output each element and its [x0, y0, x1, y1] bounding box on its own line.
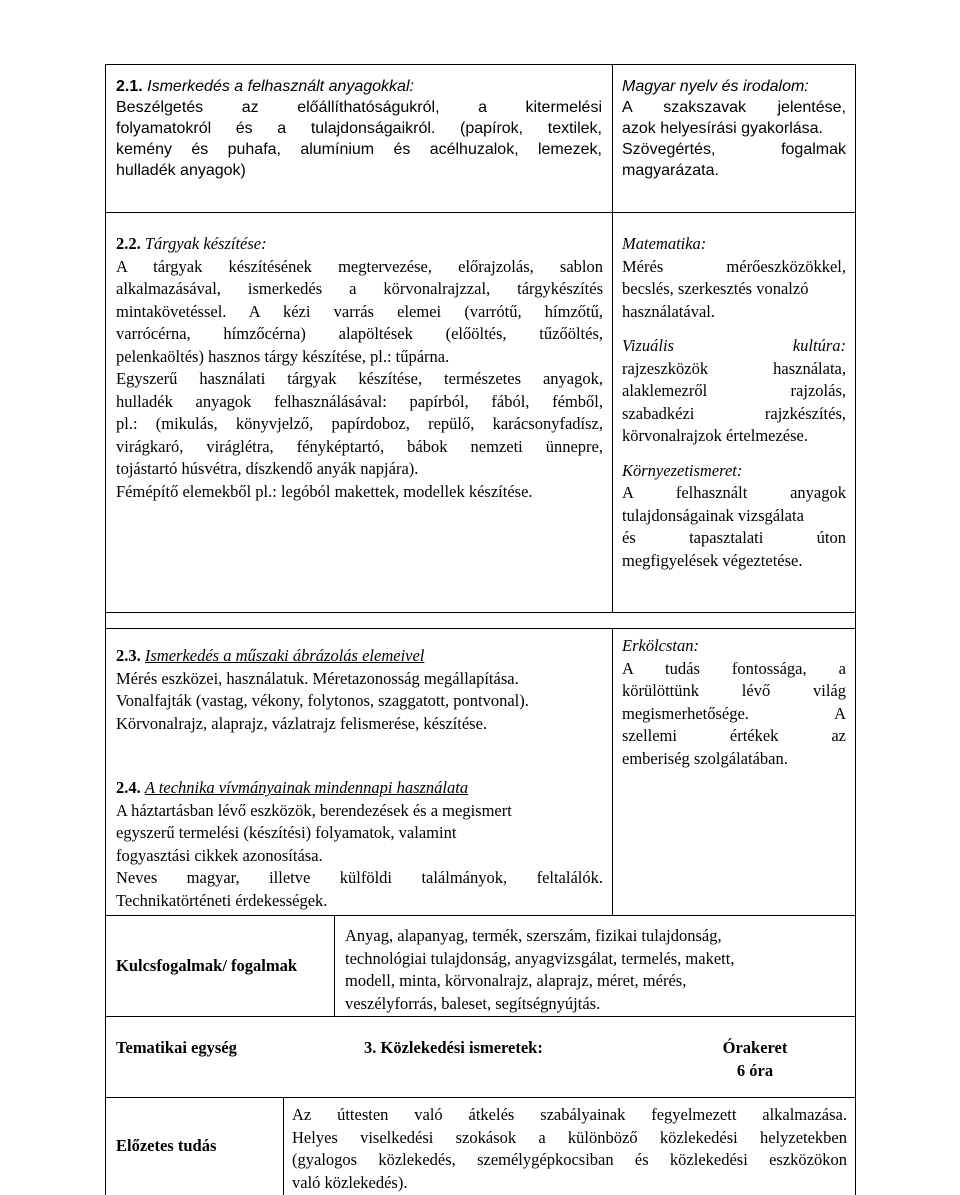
text-line: pl.: (mikulás, könyvjelző, papírdoboz, repülő, karácsonyfadísz,: [116, 414, 603, 433]
text-line: A tárgyak készítésének megtervezése, előrajzolás, sablon: [116, 256, 603, 276]
section-2-2: [116, 233, 603, 503]
text-line: körülöttünk lévő világ: [622, 681, 846, 700]
text-line: Mérés mérőeszközökkel,: [622, 256, 846, 276]
text-line: virágkaró, viráglétra, fényképtartó, bábok nemzeti ünnepre,: [116, 436, 603, 456]
row-divider: [105, 612, 856, 613]
key-concepts-content: [345, 925, 847, 1015]
subject-title: Matematika:: [622, 234, 707, 253]
text-line: technológiai tulajdonság, anyagvizsgálat, termelés, makett,: [345, 948, 735, 968]
text-line: hulladék anyagok): [116, 162, 246, 179]
prior-knowledge-label-cell: [106, 1098, 283, 1195]
text-line: szabadkézi rajzkészítés,: [622, 403, 846, 423]
subject-title: Vizuális kultúra:: [622, 336, 846, 355]
text-line: tulajdonságainak vizsgálata: [622, 505, 804, 525]
text-line: fogyasztási cikkek azonosítása.: [116, 845, 323, 865]
text-line: Vonalfajták (vastag, vékony, folytonos, szaggatott, pontvonal).: [116, 691, 529, 710]
hours-label: Órakeret: [722, 1038, 788, 1057]
text-line: alaklemezről rajzolás,: [622, 381, 846, 400]
unit-title: 3. Közlekedési ismeretek:: [364, 1038, 543, 1057]
section-2-3-crossref: [622, 635, 846, 770]
text-line: varrócérna, hímzőcérna) alapöltések (előöltés, tűzőöltés,: [116, 324, 603, 343]
column-divider: [612, 628, 613, 915]
text-line: kemény és puhafa, alumínium és acélhuzalok, lemezek,: [116, 141, 602, 158]
column-divider: [283, 1097, 284, 1195]
text-line: Fémépítő elemekből pl.: legóból makettek, modellek készítése.: [116, 481, 533, 501]
text-line: való közlekedés).: [292, 1172, 408, 1192]
row-divider: [105, 628, 856, 629]
table-border-right: [855, 64, 856, 1195]
text-line: Egyszerű használati tárgyak készítése, természetes anyagok,: [116, 369, 603, 388]
section-2-2-crossref: [622, 233, 846, 572]
table-border-top: [105, 64, 856, 65]
text-line: modell, minta, körvonalrajz, alaprajz, méret, mérés,: [345, 971, 687, 990]
text-line: becslés, szerkesztés vonalzó: [622, 279, 809, 298]
text-line: Beszélgetés az előállíthatóságukról, a kitermelési: [116, 99, 602, 116]
key-concepts-label: Kulcsfogalmak/ fogalmak: [116, 955, 298, 975]
prior-knowledge-content: [292, 1104, 847, 1194]
text-line: Neves magyar, illetve külföldi találmányok, feltalálók.: [116, 868, 603, 887]
text-line: egyszerű termelési (készítési) folyamatok, valamint: [116, 823, 457, 842]
text-line: Szövegértés, fogalmak: [622, 141, 846, 158]
row-divider: [105, 1016, 856, 1017]
text-line: hulladék anyagok felhasználásával: papírból, fából, fémből,: [116, 391, 603, 411]
hours-box: [700, 1037, 810, 1082]
text-line: folyamatokról és a tulajdonságaikról. (papírok, textilek,: [116, 120, 602, 137]
text-line: mintakövetéssel. A kézi varrás elemei (varrótű, hímzőtű,: [116, 301, 603, 321]
text-line: használatával.: [622, 301, 715, 321]
section-2-1-crossref: [622, 76, 846, 181]
section-number: 2.2.: [116, 234, 141, 253]
section-title: A technika vívmányainak mindennapi használata: [144, 778, 469, 797]
text-line: veszélyforrás, baleset, segítségnyújtás.: [345, 993, 601, 1013]
text-line: magyarázata.: [622, 162, 719, 179]
text-line: A felhasznált anyagok: [622, 483, 846, 502]
section-number: 2.4.: [116, 778, 141, 797]
unit-label: Tematikai egység: [116, 1038, 237, 1057]
key-concepts-label-cell: [106, 916, 334, 1016]
text-line: A szakszavak jelentése,: [622, 99, 846, 116]
text-line: pelenkaöltés) hasznos tárgy készítése, pl.: tűpárna.: [116, 346, 450, 366]
row-divider: [105, 212, 856, 213]
text-line: alkalmazásával, ismerkedés a körvonalrajzzal, tárgykészítés: [116, 279, 603, 298]
text-line: megfigyelések végeztetése.: [622, 550, 803, 570]
text-line: megismerhetősége. A: [622, 703, 846, 723]
text-line: A háztartásban lévő eszközök, berendezések és a megismert: [116, 800, 512, 820]
prior-knowledge-label: Előzetes tudás: [116, 1136, 217, 1156]
text-line: körvonalrajzok értelmezése.: [622, 426, 808, 445]
section-number: 2.3.: [116, 646, 141, 665]
text-line: A tudás fontossága, a: [622, 658, 846, 678]
text-line: azok helyesírási gyakorlása.: [622, 120, 823, 137]
section-2-1: [116, 76, 602, 181]
text-line: Mérés eszközei, használatuk. Méretazonosság megállapítása.: [116, 668, 519, 688]
text-line: Technikatörténeti érdekességek.: [116, 890, 328, 910]
column-divider: [612, 64, 613, 612]
section-number: 2.1.: [116, 78, 143, 95]
text-line: Az úttesten való átkelés szabályainak fegyelmezett alkalmazása.: [292, 1105, 847, 1124]
section-title: Tárgyak készítése:: [144, 234, 267, 253]
text-line: rajzeszközök használata,: [622, 358, 846, 378]
subject-title: Magyar nyelv és irodalom:: [622, 78, 809, 95]
text-line: Anyag, alapanyag, termék, szerszám, fizikai tulajdonság,: [345, 926, 722, 945]
table-border-left: [105, 64, 106, 1195]
text-line: emberiség szolgálatában.: [622, 748, 788, 768]
section-2-3: [116, 645, 603, 735]
section-2-4: [116, 777, 603, 912]
text-line: (gyalogos közlekedés, személygépkocsiban és közlekedési eszközökon: [292, 1150, 847, 1169]
section-title: Ismerkedés a műszaki ábrázolás elemeivel: [144, 646, 425, 665]
hours-value: 6 óra: [736, 1060, 774, 1080]
text-line: Helyes viselkedési szokások a különböző közlekedési helyzetekben: [292, 1127, 847, 1147]
column-divider: [334, 915, 335, 1016]
subject-title: Környezetismeret:: [622, 460, 743, 480]
text-line: és tapasztalati úton: [622, 528, 846, 547]
text-line: Körvonalrajz, alaprajz, vázlatrajz felismerése, készítése.: [116, 713, 488, 733]
text-line: tojástartó húsvétra, díszkendő anyák napjára).: [116, 459, 419, 478]
section-title: Ismerkedés a felhasznált anyagokkal:: [147, 78, 414, 95]
text-line: szellemi értékek az: [622, 726, 846, 745]
subject-title: Erkölcstan:: [622, 636, 699, 655]
